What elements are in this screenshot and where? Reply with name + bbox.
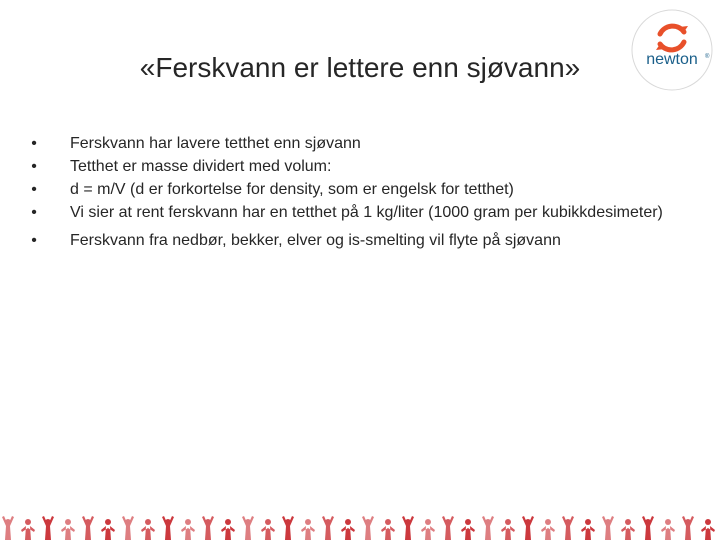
person-silhouette-icon [541,519,555,540]
person-silhouette-icon [242,516,254,540]
person-silhouette-icon [301,519,315,540]
person-silhouette-icon [482,516,494,540]
bullet-text: d = m/V (d er forkortelse for density, som er engelsk for tetthet) [70,181,514,198]
bullet-symbol: • [31,135,37,152]
person-silhouette-icon [122,516,134,540]
logo-text: newton [646,51,698,68]
person-silhouette-icon [621,519,635,540]
bullet-symbol: • [31,158,37,175]
person-silhouette-icon [341,519,355,540]
person-silhouette-icon [581,519,595,540]
person-silhouette-icon [701,519,715,540]
bullet-item [28,231,668,251]
bullet-symbol: • [31,204,37,221]
person-silhouette-icon [421,519,435,540]
bullet-item [28,180,668,200]
person-silhouette-icon [362,516,374,540]
person-silhouette-icon [322,516,334,540]
people-silhouettes-band [0,514,720,540]
logo-registered-mark: ® [705,54,710,60]
bullet-list [28,134,668,251]
person-silhouette-icon [282,516,294,540]
bullet-text: Vi sier at rent ferskvann har en tetthet på 1 kg/liter (1000 gram per kubikkdesimeter) [70,204,663,221]
person-silhouette-icon [202,516,214,540]
person-silhouette-icon [42,516,54,540]
bullet-text: Ferskvann har lavere tetthet enn sjøvann [70,135,361,152]
person-silhouette-icon [682,516,694,540]
person-silhouette-icon [181,519,195,540]
person-silhouette-icon [522,516,534,540]
person-silhouette-icon [661,519,675,540]
person-silhouette-icon [381,519,395,540]
person-silhouette-icon [162,516,174,540]
person-silhouette-icon [402,516,414,540]
person-silhouette-icon [82,516,94,540]
person-silhouette-icon [2,516,14,540]
bullet-symbol: • [31,232,37,249]
person-silhouette-icon [141,519,155,540]
newton-logo-icon [630,8,714,92]
bullet-item [28,157,668,177]
person-silhouette-icon [642,516,654,540]
person-silhouette-icon [562,516,574,540]
person-silhouette-icon [602,516,614,540]
bullet-item [28,134,668,154]
bullet-item [28,203,668,223]
person-silhouette-icon [221,519,235,540]
person-silhouette-icon [442,516,454,540]
person-silhouette-icon [101,519,115,540]
person-silhouette-icon [21,519,35,540]
bullet-symbol: • [31,181,37,198]
person-silhouette-icon [461,519,475,540]
person-silhouette-icon [261,519,275,540]
person-silhouette-icon [61,519,75,540]
bullet-text: Tetthet er masse dividert med volum: [70,158,332,175]
slide-title: «Ferskvann er lettere enn sjøvann» [139,52,581,83]
bullet-text: Ferskvann fra nedbør, bekker, elver og is-smelting vil flyte på sjøvann [70,232,561,249]
person-silhouette-icon [501,519,515,540]
